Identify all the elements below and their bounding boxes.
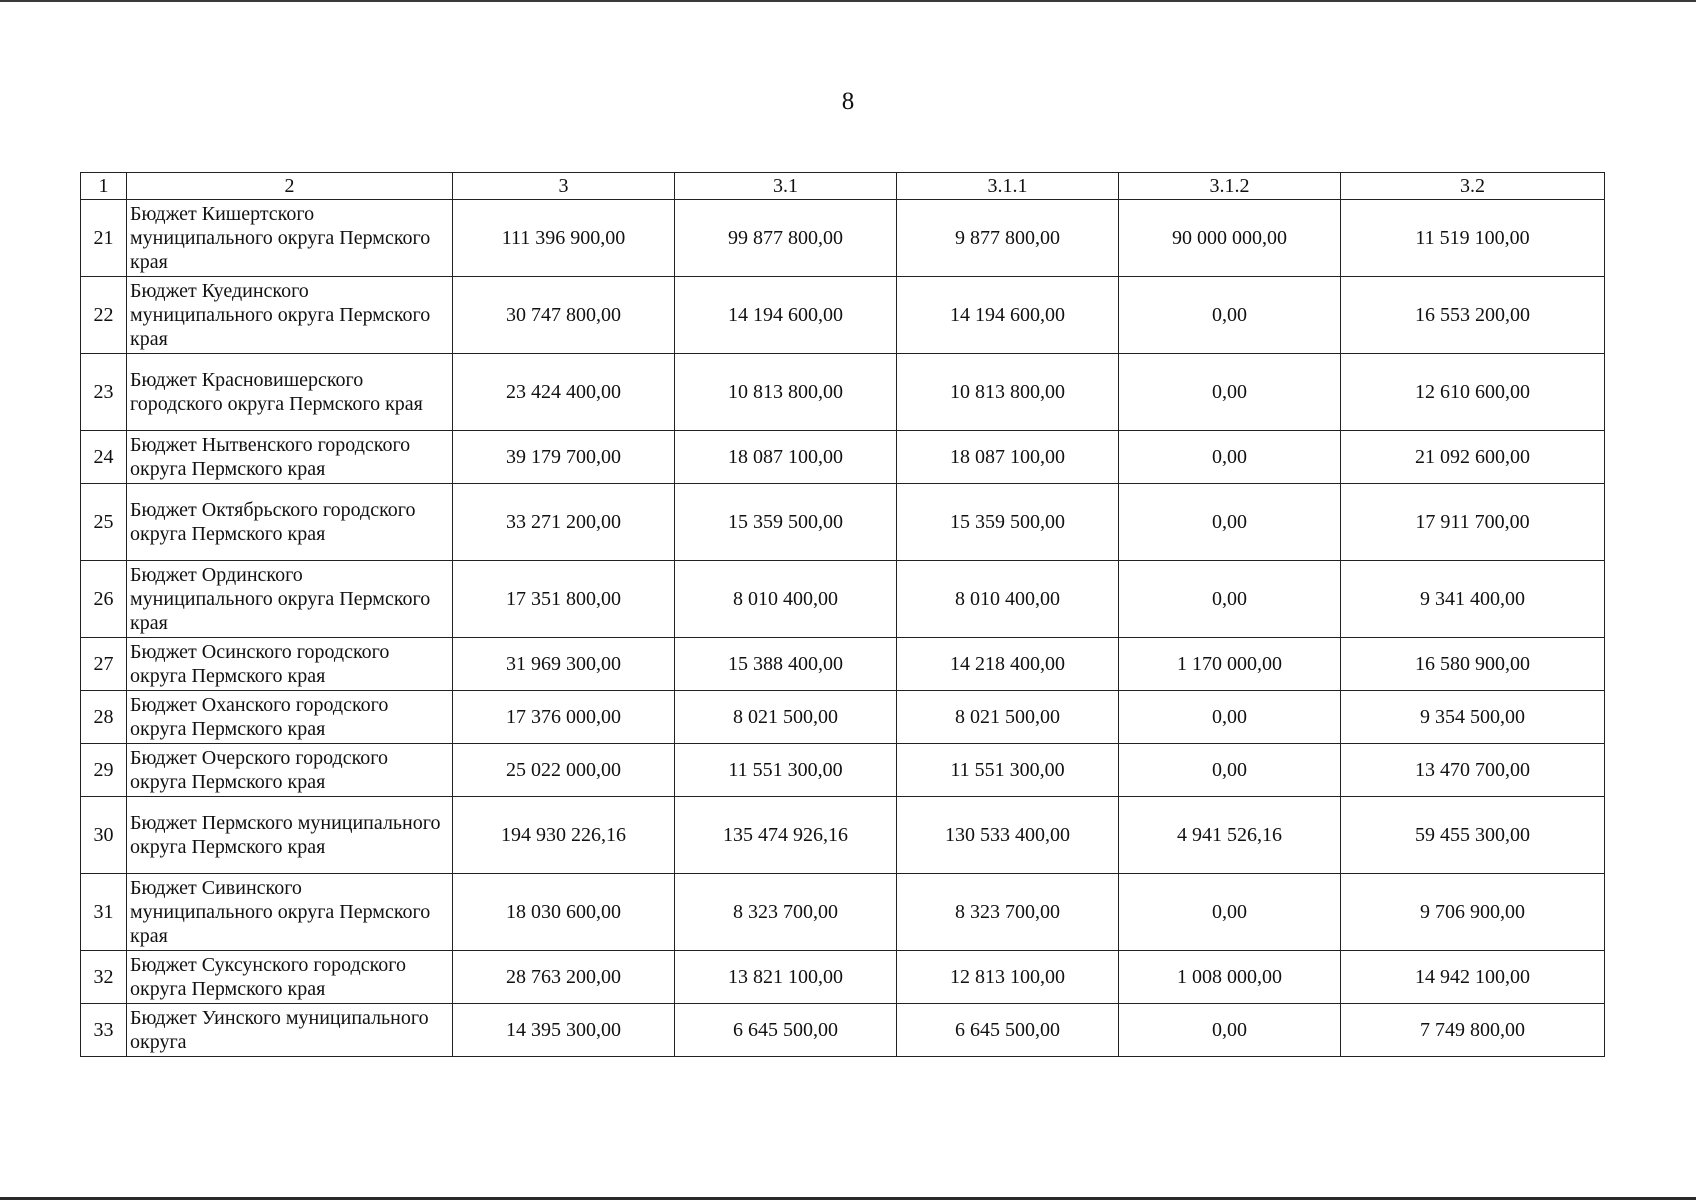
- budget-name: Бюджет Ординского муниципального округа Пермского края: [127, 561, 453, 638]
- value-col-3-2: 12 610 600,00: [1341, 354, 1605, 431]
- budget-name: Бюджет Сивинского муниципального округа Пермского края: [127, 874, 453, 951]
- value-col-3-1: 15 388 400,00: [675, 638, 897, 691]
- budget-name: Бюджет Куединского муниципального округа Пермского края: [127, 277, 453, 354]
- header-cell: 3.1.2: [1119, 173, 1341, 200]
- value-col-3: 194 930 226,16: [453, 797, 675, 874]
- value-col-3-1: 6 645 500,00: [675, 1004, 897, 1057]
- value-col-3-1: 8 021 500,00: [675, 691, 897, 744]
- table-row: [81, 797, 1605, 874]
- table-row: [81, 874, 1605, 951]
- value-col-3-1-2: 4 941 526,16: [1119, 797, 1341, 874]
- row-number: 24: [81, 431, 127, 484]
- value-col-3-2: 7 749 800,00: [1341, 1004, 1605, 1057]
- row-number: 30: [81, 797, 127, 874]
- value-col-3-1-1: 6 645 500,00: [897, 1004, 1119, 1057]
- value-col-3-1-2: 0,00: [1119, 431, 1341, 484]
- value-col-3-1-1: 11 551 300,00: [897, 744, 1119, 797]
- value-col-3-2: 16 553 200,00: [1341, 277, 1605, 354]
- row-number: 31: [81, 874, 127, 951]
- header-cell: 3.1.1: [897, 173, 1119, 200]
- row-number: 23: [81, 354, 127, 431]
- value-col-3-1: 99 877 800,00: [675, 200, 897, 277]
- value-col-3-2: 11 519 100,00: [1341, 200, 1605, 277]
- budget-name: Бюджет Октябрьского городского округа Пермского края: [127, 484, 453, 561]
- row-number: 25: [81, 484, 127, 561]
- value-col-3-1: 15 359 500,00: [675, 484, 897, 561]
- value-col-3-1-2: 90 000 000,00: [1119, 200, 1341, 277]
- value-col-3: 18 030 600,00: [453, 874, 675, 951]
- table-row: [81, 431, 1605, 484]
- table-row: [81, 484, 1605, 561]
- table-row: [81, 561, 1605, 638]
- value-col-3-1-1: 14 194 600,00: [897, 277, 1119, 354]
- value-col-3-1-2: 0,00: [1119, 1004, 1341, 1057]
- table-row: [81, 638, 1605, 691]
- value-col-3-1-2: 0,00: [1119, 354, 1341, 431]
- header-cell: 3.1: [675, 173, 897, 200]
- value-col-3: 30 747 800,00: [453, 277, 675, 354]
- value-col-3-1: 11 551 300,00: [675, 744, 897, 797]
- value-col-3-1-1: 12 813 100,00: [897, 951, 1119, 1004]
- header-row: [81, 173, 1605, 200]
- value-col-3-1: 10 813 800,00: [675, 354, 897, 431]
- value-col-3-1: 18 087 100,00: [675, 431, 897, 484]
- value-col-3-2: 17 911 700,00: [1341, 484, 1605, 561]
- table-header: [81, 173, 1605, 200]
- value-col-3-1-1: 10 813 800,00: [897, 354, 1119, 431]
- value-col-3-1: 8 010 400,00: [675, 561, 897, 638]
- value-col-3: 31 969 300,00: [453, 638, 675, 691]
- budget-name: Бюджет Пермского муниципального округа Пермского края: [127, 797, 453, 874]
- row-number: 29: [81, 744, 127, 797]
- value-col-3-1-2: 1 170 000,00: [1119, 638, 1341, 691]
- row-number: 32: [81, 951, 127, 1004]
- budget-table: [80, 172, 1605, 1057]
- table-row: [81, 691, 1605, 744]
- value-col-3: 17 351 800,00: [453, 561, 675, 638]
- row-number: 27: [81, 638, 127, 691]
- value-col-3-2: 16 580 900,00: [1341, 638, 1605, 691]
- row-number: 26: [81, 561, 127, 638]
- value-col-3-2: 21 092 600,00: [1341, 431, 1605, 484]
- value-col-3-1-2: 0,00: [1119, 744, 1341, 797]
- value-col-3: 111 396 900,00: [453, 200, 675, 277]
- value-col-3-2: 9 706 900,00: [1341, 874, 1605, 951]
- budget-name: Бюджет Кишертского муниципального округа Пермского края: [127, 200, 453, 277]
- value-col-3-1-1: 130 533 400,00: [897, 797, 1119, 874]
- row-number: 28: [81, 691, 127, 744]
- budget-name: Бюджет Уинского муниципального округа: [127, 1004, 453, 1057]
- value-col-3-1-1: 8 323 700,00: [897, 874, 1119, 951]
- table-row: [81, 200, 1605, 277]
- value-col-3-1-1: 8 010 400,00: [897, 561, 1119, 638]
- row-number: 22: [81, 277, 127, 354]
- row-number: 21: [81, 200, 127, 277]
- value-col-3: 28 763 200,00: [453, 951, 675, 1004]
- value-col-3-1-2: 0,00: [1119, 874, 1341, 951]
- table-row: [81, 1004, 1605, 1057]
- value-col-3-1: 14 194 600,00: [675, 277, 897, 354]
- value-col-3-1-1: 9 877 800,00: [897, 200, 1119, 277]
- value-col-3: 25 022 000,00: [453, 744, 675, 797]
- table-row: [81, 744, 1605, 797]
- table-row: [81, 951, 1605, 1004]
- table-row: [81, 354, 1605, 431]
- header-cell: 3.2: [1341, 173, 1605, 200]
- scan-edge-top: [0, 0, 1696, 2]
- value-col-3-1: 13 821 100,00: [675, 951, 897, 1004]
- header-cell: 3: [453, 173, 675, 200]
- budget-name: Бюджет Нытвенского городского округа Пермского края: [127, 431, 453, 484]
- value-col-3: 17 376 000,00: [453, 691, 675, 744]
- value-col-3-1-2: 0,00: [1119, 691, 1341, 744]
- value-col-3-1-2: 0,00: [1119, 484, 1341, 561]
- value-col-3: 39 179 700,00: [453, 431, 675, 484]
- value-col-3-1-1: 14 218 400,00: [897, 638, 1119, 691]
- value-col-3-2: 13 470 700,00: [1341, 744, 1605, 797]
- budget-name: Бюджет Очерского городского округа Пермского края: [127, 744, 453, 797]
- page-number: 8: [841, 88, 855, 115]
- budget-name: Бюджет Осинского городского округа Пермского края: [127, 638, 453, 691]
- row-number: 33: [81, 1004, 127, 1057]
- value-col-3-2: 9 354 500,00: [1341, 691, 1605, 744]
- value-col-3-1-1: 15 359 500,00: [897, 484, 1119, 561]
- value-col-3-1: 8 323 700,00: [675, 874, 897, 951]
- value-col-3-1-1: 8 021 500,00: [897, 691, 1119, 744]
- value-col-3-1: 135 474 926,16: [675, 797, 897, 874]
- value-col-3-2: 59 455 300,00: [1341, 797, 1605, 874]
- value-col-3-2: 14 942 100,00: [1341, 951, 1605, 1004]
- value-col-3: 33 271 200,00: [453, 484, 675, 561]
- header-cell: 1: [81, 173, 127, 200]
- table-body: [81, 200, 1605, 1057]
- value-col-3-2: 9 341 400,00: [1341, 561, 1605, 638]
- value-col-3: 23 424 400,00: [453, 354, 675, 431]
- budget-name: Бюджет Суксунского городского округа Пермского края: [127, 951, 453, 1004]
- budget-name: Бюджет Красновишерского городского округа Пермского края: [127, 354, 453, 431]
- value-col-3-1-2: 0,00: [1119, 561, 1341, 638]
- table-row: [81, 277, 1605, 354]
- budget-name: Бюджет Оханского городского округа Пермского края: [127, 691, 453, 744]
- value-col-3-1-1: 18 087 100,00: [897, 431, 1119, 484]
- header-cell: 2: [127, 173, 453, 200]
- value-col-3-1-2: 1 008 000,00: [1119, 951, 1341, 1004]
- value-col-3-1-2: 0,00: [1119, 277, 1341, 354]
- value-col-3: 14 395 300,00: [453, 1004, 675, 1057]
